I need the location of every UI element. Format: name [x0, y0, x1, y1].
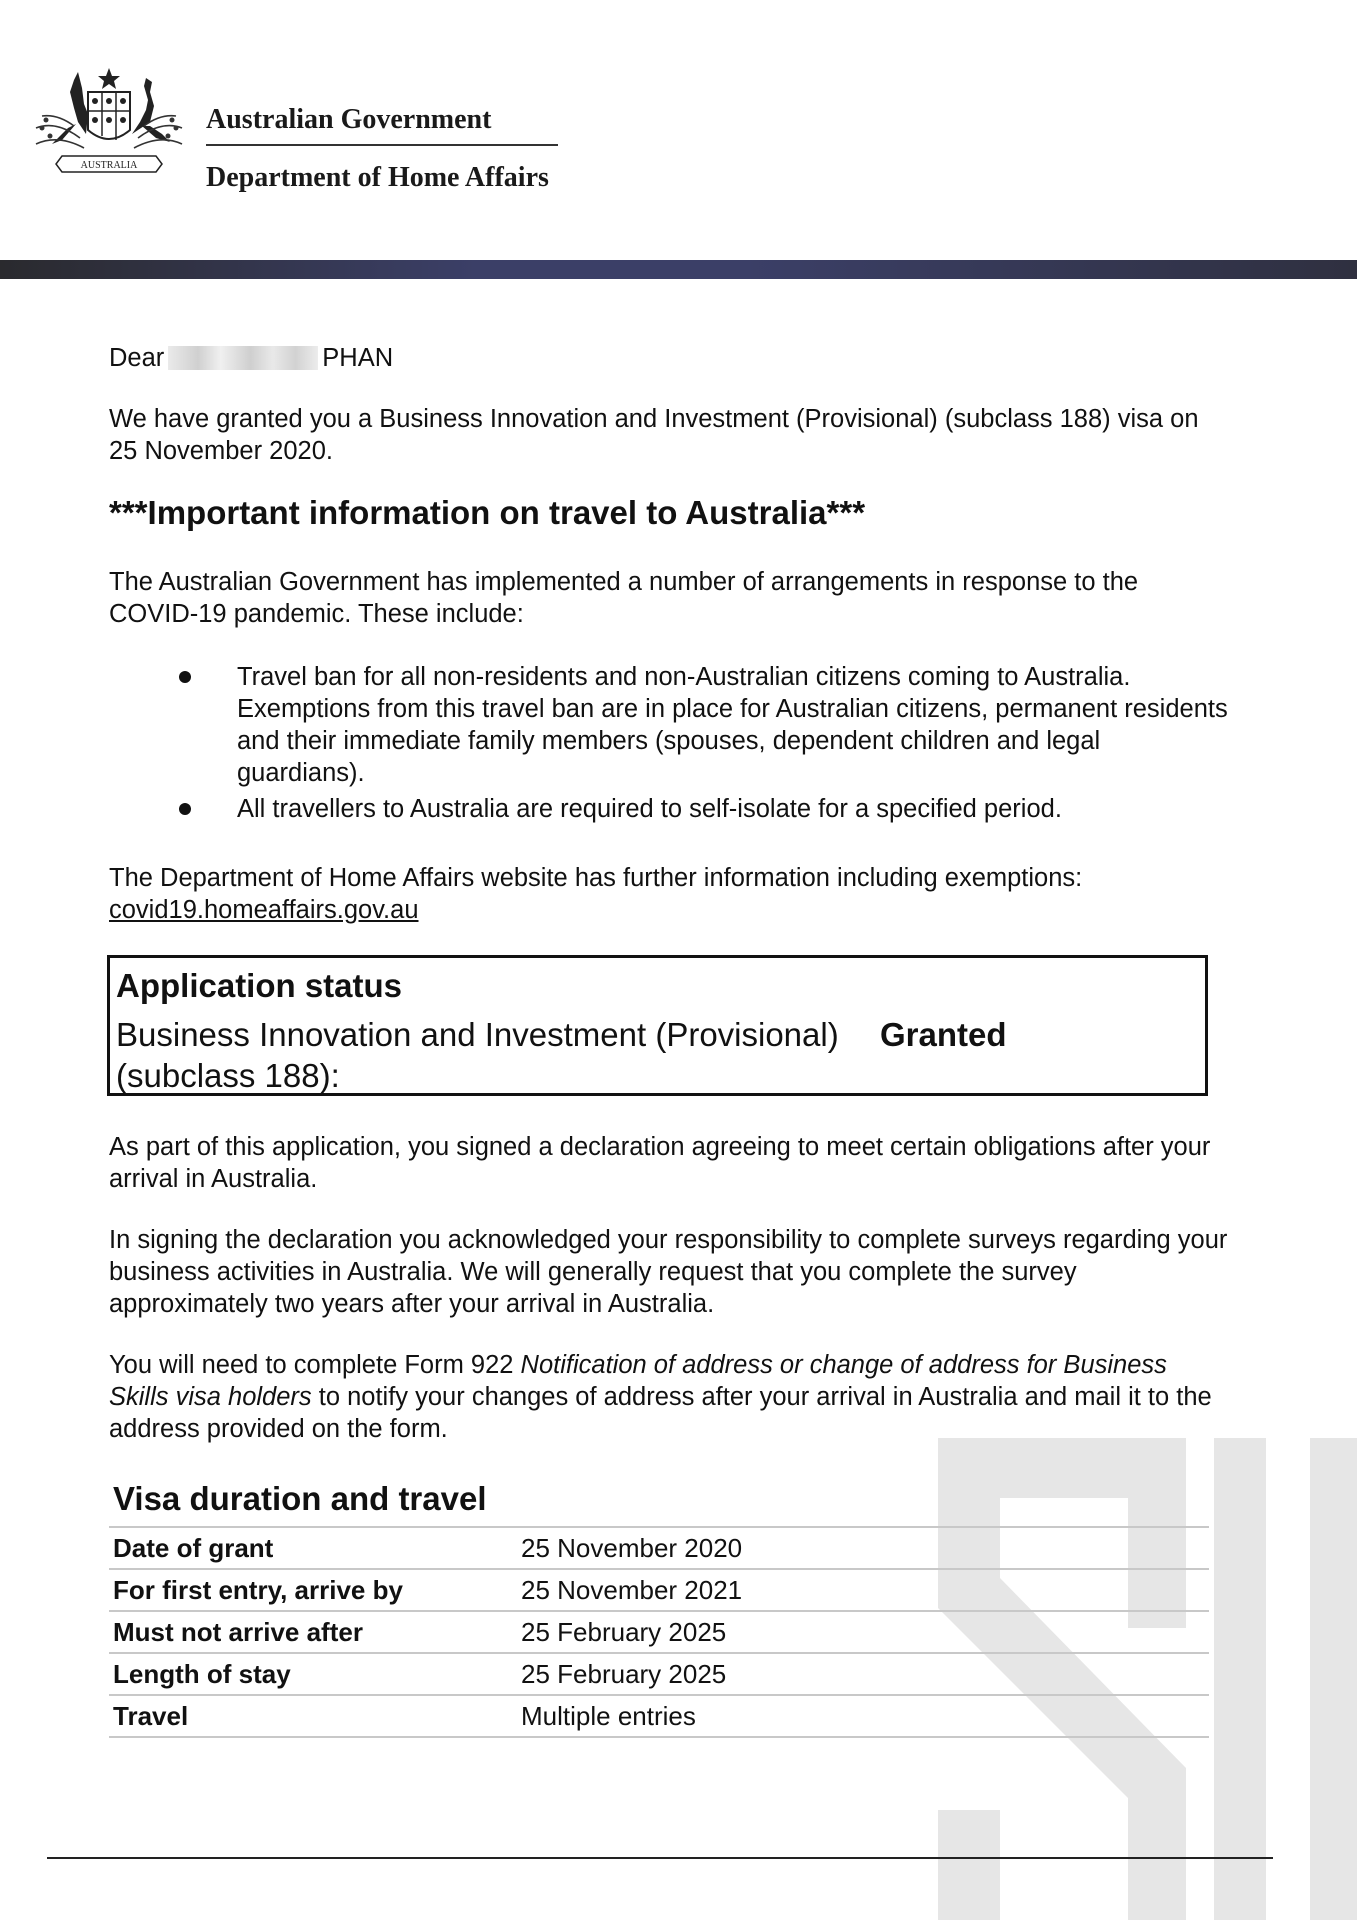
footer-divider [47, 1857, 1273, 1859]
important-heading: ***Important information on travel to Australia*** [109, 494, 866, 531]
application-status-title: Application status [116, 967, 403, 1004]
row-value: 25 February 2025 [517, 1611, 1209, 1653]
website-text: The Department of Home Affairs website has further information including exemptions: [109, 864, 1083, 892]
government-name: Australian Government [206, 104, 492, 135]
row-value: 25 February 2025 [517, 1653, 1209, 1695]
form-922-text-before: You will need to complete Form 922 [109, 1351, 521, 1379]
website-info [109, 862, 1229, 926]
salutation-prefix: Dear [109, 344, 165, 372]
department-name: Department of Home Affairs [206, 162, 549, 193]
covid-intro: The Australian Government has implemented a number of arrangements in response to the COVID-19 pandemic. These include: [109, 568, 1139, 628]
covid-website-link[interactable]: covid19.homeaffairs.gov.au [109, 896, 419, 924]
application-status-box [107, 955, 1208, 1096]
bullet-icon [179, 803, 191, 815]
redacted-given-name [168, 346, 318, 370]
covid-bullet-list [109, 661, 1229, 829]
survey-paragraph: In signing the declaration you acknowledged your responsibility to complete surveys regarding your business activities in Australia. We will generally request that you complete the survey approximately two years after your arrival in Australia. [109, 1226, 1228, 1318]
list-item [109, 661, 1229, 789]
visa-subclass-name: Business Innovation and Investment (Provisional) (subclass 188): [116, 1016, 839, 1094]
row-value: 25 November 2020 [517, 1527, 1209, 1569]
svg-text:AUSTRALIA: AUSTRALIA [80, 160, 138, 171]
visa-duration-title: Visa duration and travel [113, 1480, 487, 1517]
list-item [109, 793, 1229, 825]
list-item-text: All travellers to Australia are required to self-isolate for a specified period. [237, 795, 1062, 823]
row-value: 25 November 2021 [517, 1569, 1209, 1611]
table-row [109, 1569, 1209, 1611]
obligations-paragraph: As part of this application, you signed a declaration agreeing to meet certain obligations after your arrival in Australia. [109, 1133, 1211, 1193]
coat-of-arms-logo [22, 64, 197, 194]
row-value: Multiple entries [517, 1695, 1209, 1737]
letterhead-banner [0, 260, 1357, 279]
agency-divider [206, 144, 558, 146]
grant-intro: We have granted you a Business Innovation and Investment (Provisional) (subclass 188) visa on 25 November 2020. [109, 405, 1199, 465]
table-row [109, 1611, 1209, 1653]
form-922-paragraph [109, 1349, 1229, 1445]
salutation-surname: PHAN [322, 344, 394, 372]
visa-duration-table [109, 1526, 1209, 1738]
salutation [109, 342, 1229, 374]
table-row [109, 1695, 1209, 1737]
status-badge: Granted [880, 1016, 1007, 1053]
list-item-text: Travel ban for all non-residents and non-Australian citizens coming to Australia. Exemptions from this travel ban are in place for Australian citizens, permanent residents and their immediate family members (spouses, dependent children and legal guardians). [237, 663, 1228, 787]
row-label: Length of stay [109, 1653, 517, 1695]
row-label: Travel [109, 1695, 517, 1737]
row-label: For first entry, arrive by [109, 1569, 517, 1611]
form-922-title: Notification of address or change of address for Business Skills visa holders [109, 1351, 1167, 1411]
table-row [109, 1527, 1209, 1569]
agency-name-block [206, 100, 558, 198]
bullet-icon [179, 671, 191, 683]
row-label: Must not arrive after [109, 1611, 517, 1653]
row-label: Date of grant [109, 1527, 517, 1569]
form-922-text-after: to notify your changes of address after your arrival in Australia and mail it to the address provided on the form. [109, 1383, 1212, 1443]
table-row [109, 1653, 1209, 1695]
